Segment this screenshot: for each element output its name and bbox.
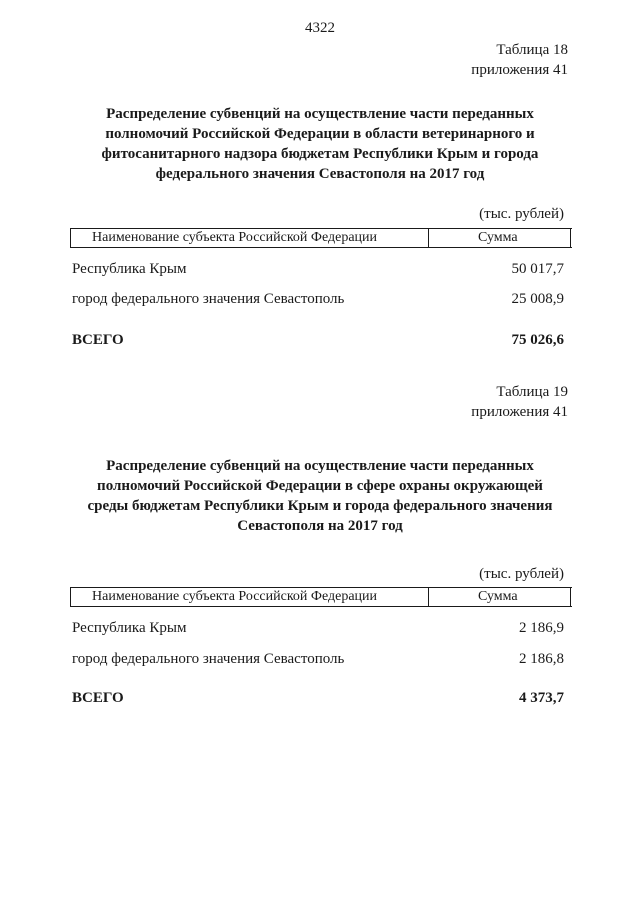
table-title (80, 104, 560, 184)
title-line: Севастополя на 2017 год (237, 518, 403, 534)
header-divider (570, 228, 571, 248)
row-amount: 2 186,9 (519, 620, 564, 636)
title-line: полномочий Российской Федерации в области ветеринарного и (105, 126, 535, 142)
table-label: Таблица 19 (496, 384, 568, 400)
row-amount: 50 017,7 (511, 261, 564, 277)
total-label: ВСЕГО (72, 332, 124, 348)
header-divider (70, 587, 71, 607)
table-header (70, 587, 572, 607)
units-label: (тыс. рублей) (479, 206, 564, 222)
row-name: Республика Крым (72, 620, 187, 636)
header-amount: Сумма (478, 230, 518, 245)
appendix-label: приложения 41 (471, 404, 568, 420)
table-label: Таблица 18 (496, 42, 568, 58)
row-amount: 25 008,9 (511, 291, 564, 307)
page-number: 4322 (305, 20, 335, 36)
total-label: ВСЕГО (72, 690, 124, 706)
row-name: город федерального значения Севастополь (72, 291, 345, 307)
table-18-section (0, 0, 640, 380)
row-amount: 2 186,8 (519, 651, 564, 667)
header-divider (428, 587, 429, 607)
header-name: Наименование субъекта Российской Федерации (92, 230, 378, 245)
header-name: Наименование субъекта Российской Федерации (92, 589, 378, 604)
title-line: Распределение субвенций на осуществление части переданных (106, 106, 534, 122)
total-amount: 75 026,6 (511, 332, 564, 348)
units-label: (тыс. рублей) (479, 566, 564, 582)
total-amount: 4 373,7 (519, 690, 564, 706)
table-reference (471, 382, 568, 422)
row-name: город федерального значения Севастополь (72, 651, 345, 667)
table-19-section (0, 380, 640, 740)
table-header (70, 228, 572, 248)
title-line: фитосанитарного надзора бюджетам Республики Крым и города (101, 146, 539, 162)
appendix-label: приложения 41 (471, 62, 568, 78)
title-line: полномочий Российской Федерации в сфере охраны окружающей (97, 478, 543, 494)
table-title (80, 456, 560, 536)
header-divider (570, 587, 571, 607)
title-line: федерального значения Севастополя на 2017 год (155, 166, 485, 182)
title-line: среды бюджетам Республики Крым и города федерального значения (87, 498, 553, 514)
header-divider (70, 228, 71, 248)
row-name: Республика Крым (72, 261, 187, 277)
header-amount: Сумма (478, 589, 518, 604)
title-line: Распределение субвенций на осуществление части переданных (106, 458, 534, 474)
table-reference (471, 40, 568, 80)
header-divider (428, 228, 429, 248)
